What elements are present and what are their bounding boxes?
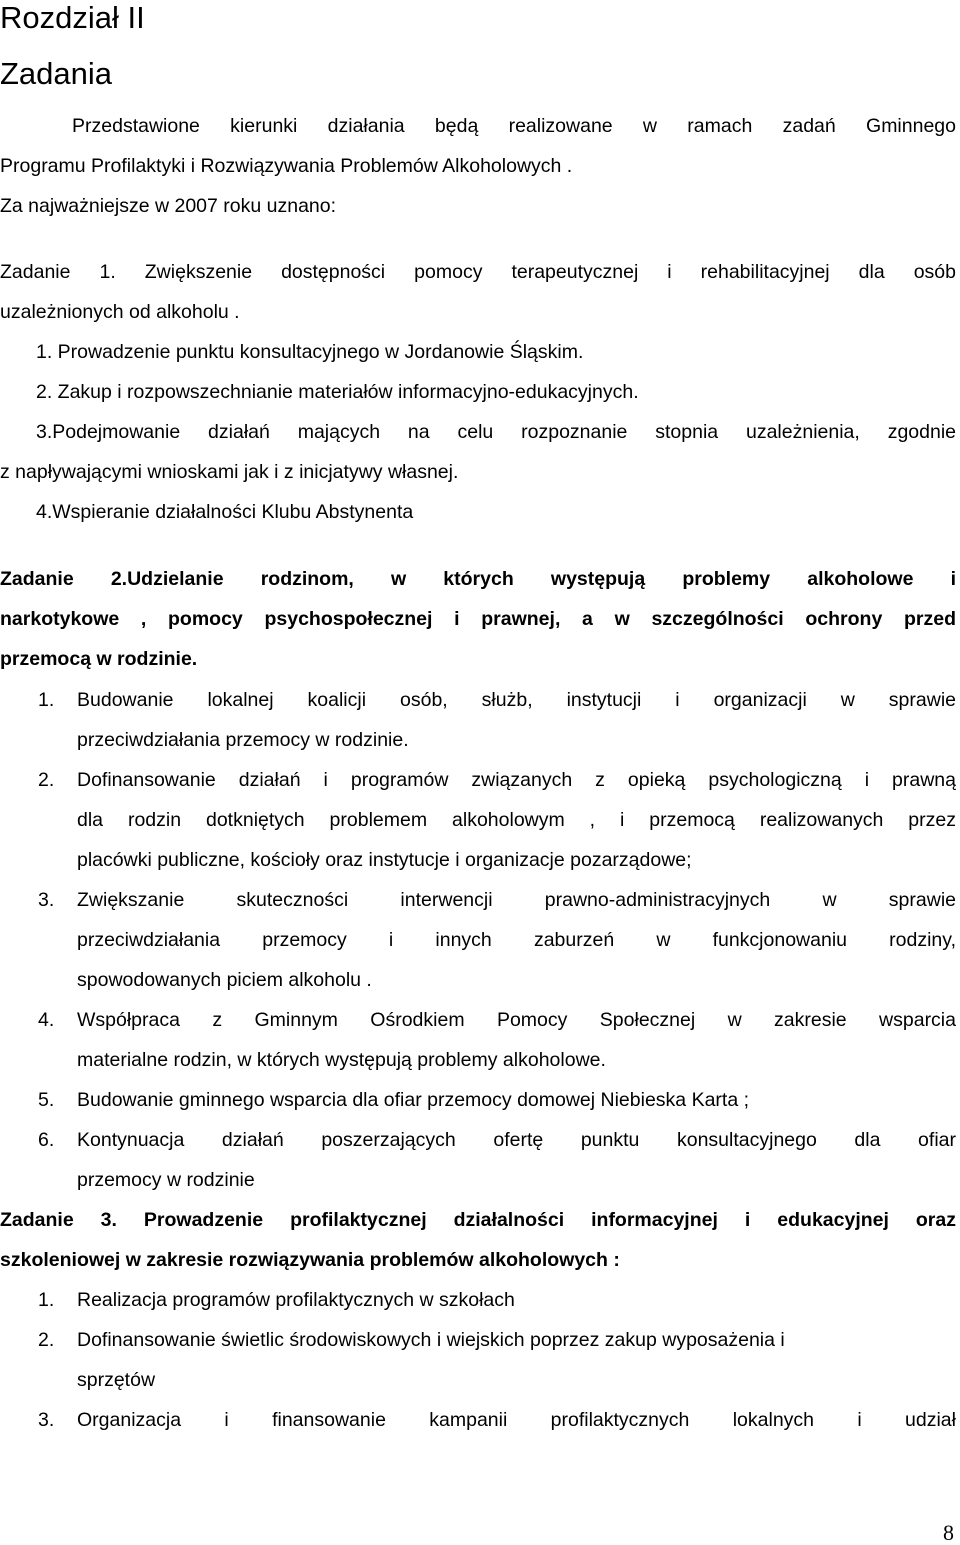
task1-item-3-line-2: z napływającymi wnioskami jak i z inicjatywy własnej.: [0, 461, 459, 483]
task2-item-6-line-1: Kontynuacja działań poszerzających ofertę punktu konsultacyjnego dla ofiar: [77, 1129, 956, 1151]
task2-item-5-number: 5.: [38, 1089, 55, 1111]
task2-item-2-line-3: placówki publiczne, kościoły oraz instytucje i organizacje pozarządowe;: [77, 849, 692, 871]
task3-item-1-number: 1.: [38, 1289, 55, 1311]
task2-item-4-line-2: materialne rodzin, w których występują problemy alkoholowe.: [77, 1049, 606, 1071]
intro-line-1: Przedstawione kierunki działania będą realizowane w ramach zadań Gminnego: [72, 115, 956, 137]
task2-item-2-line-2: dla rodzin dotkniętych problemem alkoholowym , i przemocą realizowanych przez: [77, 809, 956, 831]
intro-line-3: Za najważniejsze w 2007 roku uznano:: [0, 195, 337, 217]
task2-item-3-line-2: przeciwdziałania przemocy i innych zaburzeń w funkcjonowaniu rodziny,: [77, 929, 956, 951]
task3-item-2-line-1: Dofinansowanie świetlic środowiskowych i wiejskich poprzez zakup wyposażenia i: [77, 1329, 785, 1351]
task2-item-3-number: 3.: [38, 889, 55, 911]
task2-title-line-2: narkotykowe , pomocy psychospołecznej i prawnej, a w szczególności ochrony przed: [0, 608, 956, 630]
section-heading: Zadania: [0, 56, 113, 91]
task1-title-line-2: uzależnionych od alkoholu .: [0, 301, 240, 323]
task3-title-line-2: szkoleniowej w zakresie rozwiązywania problemów alkoholowych :: [0, 1249, 620, 1271]
task3-item-1-line-1: Realizacja programów profilaktycznych w szkołach: [77, 1289, 515, 1311]
task2-title-line-1: Zadanie 2.Udzielanie rodzinom, w których występują problemy alkoholowe i: [0, 568, 956, 590]
task1-item-2: 2. Zakup i rozpowszechnianie materiałów informacyjno-edukacyjnych.: [36, 381, 639, 403]
task2-item-4-number: 4.: [38, 1009, 55, 1031]
page-number: 8: [943, 1520, 954, 1545]
task2-item-3-line-1: Zwiększanie skuteczności interwencji prawno-administracyjnych w sprawie: [77, 889, 956, 911]
task2-title-line-3: przemocą w rodzinie.: [0, 648, 198, 670]
task2-item-1-number: 1.: [38, 689, 55, 711]
task3-title-line-1: Zadanie 3. Prowadzenie profilaktycznej działalności informacyjnej i edukacyjnej oraz: [0, 1209, 956, 1231]
task2-item-3-line-3: spowodowanych piciem alkoholu .: [77, 969, 372, 991]
task2-item-5-line-1: Budowanie gminnego wsparcia dla ofiar przemocy domowej Niebieska Karta ;: [77, 1089, 750, 1111]
task3-item-2-number: 2.: [38, 1329, 55, 1351]
task2-item-6-number: 6.: [38, 1129, 55, 1151]
task2-item-2-number: 2.: [38, 769, 55, 791]
task1-item-3-line-1: 3.Podejmowanie działań mających na celu rozpoznanie stopnia uzależnienia, zgodnie: [36, 421, 956, 443]
task2-item-1-line-1: Budowanie lokalnej koalicji osób, służb, instytucji i organizacji w sprawie: [77, 689, 956, 711]
task2-item-1-line-2: przeciwdziałania przemocy w rodzinie.: [77, 729, 409, 751]
task1-title-line-1: Zadanie 1. Zwiększenie dostępności pomocy terapeutycznej i rehabilitacyjnej dla osób: [0, 261, 956, 283]
task2-item-4-line-1: Współpraca z Gminnym Ośrodkiem Pomocy Społecznej w zakresie wsparcia: [77, 1009, 956, 1031]
task1-item-1: 1. Prowadzenie punktu konsultacyjnego w Jordanowie Śląskim.: [36, 341, 584, 363]
task3-item-3-number: 3.: [38, 1409, 55, 1431]
task3-item-2-line-2: sprzętów: [77, 1369, 156, 1391]
chapter-heading: Rozdział II: [0, 0, 145, 35]
task2-item-2-line-1: Dofinansowanie działań i programów związanych z opieką psychologiczną i prawną: [77, 769, 956, 791]
intro-line-2: Programu Profilaktyki i Rozwiązywania Problemów Alkoholowych .: [0, 155, 573, 177]
task3-item-3-line-1: Organizacja i finansowanie kampanii profilaktycznych lokalnych i udział: [77, 1409, 956, 1431]
task1-item-4: 4.Wspieranie działalności Klubu Abstynenta: [36, 501, 414, 523]
task2-item-6-line-2: przemocy w rodzinie: [77, 1169, 255, 1191]
